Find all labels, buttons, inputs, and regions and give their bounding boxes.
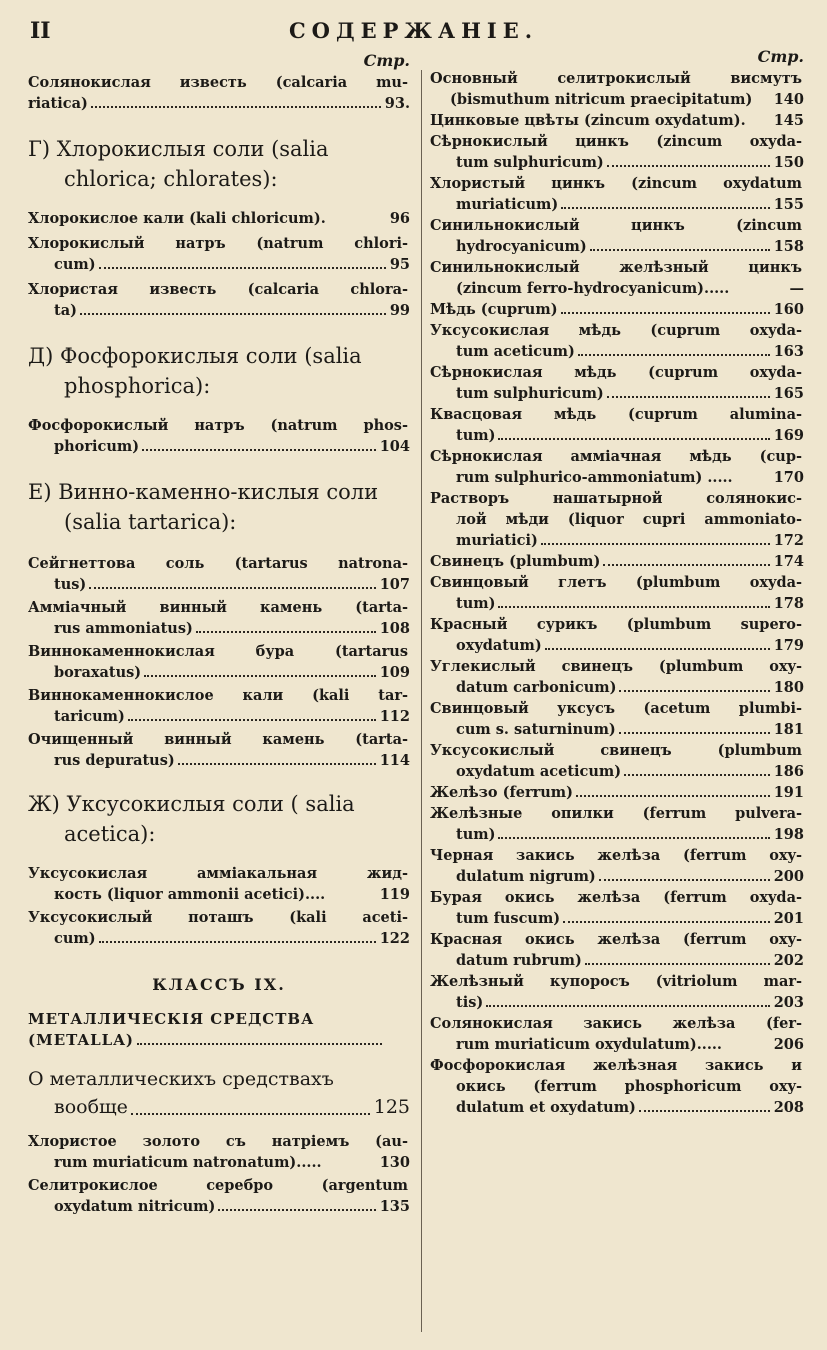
leader-dots [607, 165, 770, 167]
toc-entry [28, 1131, 410, 1173]
toc-entry [430, 110, 804, 131]
entry-page: 114 [379, 752, 410, 769]
toc-entry [28, 208, 410, 229]
entry-text: cum) [54, 256, 96, 273]
entry-text: кость (liquor ammonii acetici).... [54, 886, 326, 903]
entry-page: — [789, 280, 804, 297]
entry-text: (zincum ferro-hydrocyanicum)..... [456, 280, 730, 297]
entry-page: 191 [773, 784, 804, 801]
toc-entry [430, 404, 804, 446]
toc-entry [430, 488, 804, 551]
entry-text: Мѣдь (cuprum) [430, 301, 558, 318]
entry-text: dulatum et oxydatum) [456, 1099, 636, 1116]
entry-text: Фосфорокислая желѣзная закись и [430, 1057, 802, 1074]
leader-dots [196, 631, 376, 633]
entry-text: Уксусокислый свинецъ (plumbum [430, 742, 802, 759]
section-heading-text: phosphorica): [64, 374, 211, 398]
toc-entry [430, 362, 804, 404]
leader-dots [545, 648, 770, 650]
toc-entry [430, 929, 804, 971]
toc-entry [430, 782, 804, 803]
entry-page: 150 [773, 154, 804, 171]
leader-dots [624, 774, 770, 776]
entry-text: Селитрокислое серебро (argentum [28, 1177, 408, 1194]
entry-text: riatica) [28, 95, 88, 112]
entry-page: 206 [773, 1036, 804, 1053]
entry-text: Растворъ нашатырной солянокис- [430, 490, 802, 507]
entry-text: Сѣрнокислая амміачная мѣдь (cup- [430, 448, 802, 465]
toc-entry [430, 656, 804, 698]
entry-text: Желѣзные опилки (ferrum pulvera- [430, 805, 802, 822]
entry-text: Свинцовый глетъ (plumbum oxyda- [430, 574, 802, 591]
section-heading-text: (salia tartarica): [64, 510, 237, 534]
metalla-heading [28, 1008, 410, 1051]
entry-text: datum carbonicum) [456, 679, 617, 696]
entry-page: 163 [773, 343, 804, 360]
entry-page: 179 [773, 637, 804, 654]
entry-page: 112 [379, 708, 410, 725]
toc-entry [28, 863, 410, 905]
section-heading-text: Г) Хлорокислыя соли (salia [28, 137, 329, 161]
leader-dots [142, 449, 376, 451]
entry-text: Желѣзо (ferrum) [430, 784, 573, 801]
toc-entry [430, 551, 804, 572]
toc-entry [28, 72, 410, 114]
entry-text: phoricum) [54, 438, 140, 455]
toc-entry [28, 907, 410, 949]
entry-text: tum) [456, 427, 496, 444]
entry-text: Солянокислая закись желѣза (fer- [430, 1015, 802, 1032]
entry-page: 122 [379, 930, 410, 947]
leader-dots [639, 1110, 770, 1112]
leader-dots [486, 1005, 769, 1007]
leader-dots [561, 312, 770, 314]
entry-text: Сѣрнокислая мѣдь (cuprum oxyda- [430, 364, 802, 381]
page-header [0, 14, 827, 48]
entry-text: cum) [54, 930, 96, 947]
entry-text: muriaticum) [456, 196, 559, 213]
leader-dots [99, 941, 376, 943]
toc-entry [28, 641, 410, 683]
entry-text: Хлорокислый натръ (natrum chlori- [28, 235, 408, 252]
entry-text: tum) [456, 826, 496, 843]
toc-entry [28, 553, 410, 595]
toc-entry [430, 572, 804, 614]
entry-page: 119 [379, 886, 410, 903]
toc-entry [28, 729, 410, 771]
entry-page: 169 [773, 427, 804, 444]
entry-text: Синильнокислый цинкъ (zincum [430, 217, 802, 234]
leader-dots [590, 249, 770, 251]
section-heading-text: Д) Фосфорокислыя соли (salia [28, 344, 362, 368]
leader-dots [131, 1113, 370, 1115]
entry-page: 201 [773, 910, 804, 927]
entry-text: Очищенный винный камень (tarta- [28, 731, 408, 748]
right-column [430, 47, 804, 1118]
leader-dots [80, 313, 386, 315]
toc-entry [430, 68, 804, 110]
entry-text: tum sulphuricum) [456, 385, 604, 402]
toc-entry [430, 131, 804, 173]
entry-text: boraxatus) [54, 664, 142, 681]
section-heading-text: Ж) Уксусокислыя соли ( salia [28, 792, 355, 816]
toc-entry [28, 415, 410, 457]
entry-text: Цинковые цвѣты (zincum oxydatum). [430, 112, 746, 129]
entry-text: Черная закись желѣза (ferrum oxy- [430, 847, 802, 864]
entry-text: Уксусокислая мѣдь (cuprum oxyda- [430, 322, 802, 339]
toc-entry [430, 740, 804, 782]
toc-entry [28, 279, 410, 321]
entry-page: 180 [773, 679, 804, 696]
entry-text: hydrocyanicum) [456, 238, 587, 255]
heading-text: МЕТАЛЛИЧЕСКІЯ СРЕДСТВА [28, 1010, 315, 1028]
leader-dots [578, 354, 770, 356]
entry-page: 165 [773, 385, 804, 402]
entry-page: 145 [773, 112, 804, 129]
entry-text: окись (ferrum phosphoricum oxy- [456, 1078, 802, 1095]
entry-text: Виннокаменнокислая бура (tartarus [28, 643, 408, 660]
entry-text: Основный селитрокислый висмутъ [430, 70, 802, 87]
leader-dots [91, 106, 381, 108]
entry-text: oxydatum) [456, 637, 542, 654]
toc-entry [430, 887, 804, 929]
entry-text: tum aceticum) [456, 343, 575, 360]
toc-entry [430, 299, 804, 320]
entry-page: 93. [384, 95, 410, 112]
leader-dots [619, 732, 770, 734]
toc-entry [28, 1065, 410, 1121]
entry-text: Солянокислая известь (calcaria mu- [28, 74, 408, 91]
entry-text: Уксусокислая амміакальная жид- [28, 865, 408, 882]
entry-text: tum fuscum) [456, 910, 561, 927]
toc-entry [430, 971, 804, 1013]
entry-page: 104 [379, 438, 410, 455]
toc-entry [430, 320, 804, 362]
page-column-label: Стр. [363, 51, 410, 70]
section-heading [28, 341, 410, 401]
entry-text: Виннокаменнокислое кали (kali tar- [28, 687, 408, 704]
entry-text: Сѣрнокислый цинкъ (zincum oxyda- [430, 133, 802, 150]
toc-entry [430, 257, 804, 299]
entry-text: Желѣзный купоросъ (vitriolum mar- [430, 973, 802, 990]
entry-text: (bismuthum nitricum praecipitatum) [450, 91, 753, 108]
toc-entry [28, 685, 410, 727]
column-divider [421, 70, 422, 1332]
leader-dots [89, 587, 375, 589]
entry-text: muriatici) [456, 532, 538, 549]
entry-text: Свинецъ (plumbum) [430, 553, 601, 570]
entry-page: 178 [773, 595, 804, 612]
entry-text: О металлическихъ средствахъ [28, 1068, 334, 1090]
entry-text: rum muriaticum natronatum)..... [54, 1154, 322, 1171]
heading-text: (METALLA) [28, 1031, 134, 1049]
entry-text: Бурая окись желѣза (ferrum oxyda- [430, 889, 802, 906]
leader-dots [563, 921, 770, 923]
section-heading-text: Е) Винно-каменно-кислыя соли [28, 480, 379, 504]
entry-page: 208 [773, 1099, 804, 1116]
leader-dots [561, 207, 770, 209]
entry-text: rus depuratus) [54, 752, 175, 769]
leader-dots [144, 675, 376, 677]
leader-dots [137, 1043, 382, 1045]
section-heading-text: chlorica; chlorates): [64, 167, 278, 191]
leader-dots [585, 963, 770, 965]
leader-dots [218, 1209, 375, 1211]
toc-entry [430, 446, 804, 488]
entry-text: Хлористый цинкъ (zincum oxydatum [430, 175, 802, 192]
entry-text: Углекислый свинецъ (plumbum oxy- [430, 658, 802, 675]
entry-text: Свинцовый уксусъ (acetum plumbi- [430, 700, 802, 717]
entry-text: Красный сурикъ (plumbum supero- [430, 616, 802, 633]
toc-entry [430, 215, 804, 257]
entry-page: 130 [379, 1154, 410, 1171]
entry-text: tum sulphuricum) [456, 154, 604, 171]
entry-page: 200 [773, 868, 804, 885]
entry-text: Сейгнеттова соль (tartarus natrona- [28, 555, 408, 572]
entry-text: вообще [54, 1096, 128, 1118]
toc-entry [430, 845, 804, 887]
section-heading [28, 789, 410, 849]
entry-page: 155 [773, 196, 804, 213]
toc-entry [430, 1013, 804, 1055]
entry-text: ta) [54, 302, 77, 319]
toc-entry [430, 1055, 804, 1118]
leader-dots [619, 690, 769, 692]
page-number: II [30, 18, 51, 44]
entry-page: 172 [773, 532, 804, 549]
section-heading-text: acetica): [64, 822, 156, 846]
leader-dots [599, 879, 770, 881]
entry-text: oxydatum aceticum) [456, 763, 622, 780]
entry-text: tum) [456, 595, 496, 612]
entry-text: rum sulphurico-ammoniatum) ..... [456, 469, 733, 486]
leader-dots [498, 837, 769, 839]
entry-text: Хлористое золото съ натріемъ (au- [28, 1133, 408, 1150]
entry-page: 158 [773, 238, 804, 255]
leader-dots [498, 606, 769, 608]
leader-dots [607, 396, 770, 398]
entry-page: 96 [389, 210, 410, 227]
toc-entry [28, 233, 410, 275]
entry-page: 109 [379, 664, 410, 681]
entry-text: dulatum nigrum) [456, 868, 596, 885]
left-column [28, 50, 410, 1217]
toc-entry [28, 597, 410, 639]
entry-text: Красная окись желѣза (ferrum oxy- [430, 931, 802, 948]
entry-text: Уксусокислый поташъ (kali aceti- [28, 909, 408, 926]
entry-text: Фосфорокислый натръ (natrum phos- [28, 417, 408, 434]
entry-text: cum s. saturninum) [456, 721, 616, 738]
entry-page: 203 [773, 994, 804, 1011]
entry-page: 107 [379, 576, 410, 593]
entry-text: taricum) [54, 708, 125, 725]
entry-text: Синильнокислый желѣзный цинкъ [430, 259, 802, 276]
entry-page: 202 [773, 952, 804, 969]
entry-page: 174 [773, 553, 804, 570]
section-heading [28, 477, 410, 537]
page-title: СОДЕРЖАНІЕ. [288, 18, 539, 43]
entry-page: 108 [379, 620, 410, 637]
entry-text: Амміачный винный камень (tarta- [28, 599, 408, 616]
class-heading: КЛАССЪ IX. [152, 975, 286, 994]
toc-entry [28, 1175, 410, 1217]
entry-text: Хлорокислое кали (kali chloricum). [28, 210, 326, 227]
toc-entry [430, 698, 804, 740]
entry-text: Квасцовая мѣдь (cuprum alumina- [430, 406, 802, 423]
section-heading [28, 134, 410, 194]
entry-text: Хлористая известь (calcaria chlora- [28, 281, 408, 298]
entry-text: datum rubrum) [456, 952, 582, 969]
entry-page: 95 [389, 256, 410, 273]
entry-page: 181 [773, 721, 804, 738]
leader-dots [498, 438, 769, 440]
entry-page: 135 [379, 1198, 410, 1215]
leader-dots [603, 564, 769, 566]
entry-page: 125 [373, 1096, 410, 1118]
entry-text: лой мѣди (liquor cupri ammoniato- [456, 511, 802, 528]
leader-dots [128, 719, 376, 721]
entry-text: tis) [456, 994, 484, 1011]
leader-dots [178, 763, 376, 765]
entry-text: oxydatum nitricum) [54, 1198, 216, 1215]
entry-page: 140 [773, 91, 804, 108]
page-column-label: Стр. [757, 47, 804, 66]
toc-entry [430, 614, 804, 656]
toc-entry [430, 803, 804, 845]
leader-dots [99, 267, 386, 269]
entry-text: tus) [54, 576, 87, 593]
entry-page: 99 [389, 302, 410, 319]
leader-dots [541, 543, 770, 545]
leader-dots [576, 795, 770, 797]
entry-page: 198 [773, 826, 804, 843]
entry-page: 160 [773, 301, 804, 318]
entry-page: 186 [773, 763, 804, 780]
toc-entry [430, 173, 804, 215]
entry-text: rum muriaticum oxydulatum)..... [456, 1036, 722, 1053]
entry-page: 170 [773, 469, 804, 486]
entry-text: rus ammoniatus) [54, 620, 193, 637]
